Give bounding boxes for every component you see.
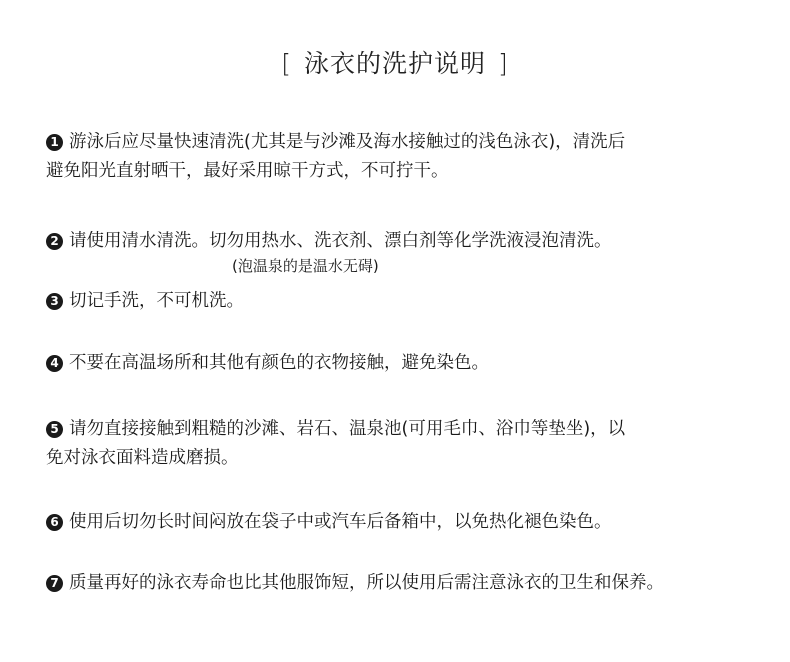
item-text: 质量再好的泳衣寿命也比其他服饰短，所以使用后需注意泳衣的卫生和保养。 [69, 573, 664, 593]
title-open-bracket: [ [281, 49, 292, 78]
care-item-5 [46, 415, 625, 473]
care-item-6 [46, 508, 612, 537]
title-close-bracket: ] [498, 49, 509, 78]
number-badge: 3 [46, 293, 63, 310]
item-text-continued: 避免阳光直射晒干，最好采用晾干方式，不可拧干。 [46, 161, 449, 181]
item-text: 请使用清水清洗。切勿用热水、洗衣剂、漂白剂等化学洗液浸泡清洗。 [69, 231, 612, 251]
number-badge: 5 [46, 421, 63, 438]
item-text: 使用后切勿长时间闷放在袋子中或汽车后备箱中，以免热化褪色染色。 [69, 512, 612, 532]
care-item-2 [46, 227, 612, 276]
number-badge: 1 [46, 134, 63, 151]
care-item-3 [46, 287, 244, 316]
care-item-4 [46, 349, 489, 378]
page-title [0, 44, 790, 80]
item-note: (泡温泉的是温水无碍) [232, 257, 379, 275]
item-text: 请勿直接接触到粗糙的沙滩、岩石、温泉池(可用毛巾、浴巾等垫坐)，以 [69, 419, 626, 439]
care-item-1 [46, 128, 625, 186]
title-text: 泳衣的洗护说明 [303, 49, 486, 78]
number-badge: 7 [46, 575, 63, 592]
number-badge: 4 [46, 355, 63, 372]
item-text-continued: 免对泳衣面料造成磨损。 [46, 448, 239, 468]
care-item-7 [46, 569, 664, 598]
number-badge: 6 [46, 514, 63, 531]
item-text: 切记手洗，不可机洗。 [69, 291, 244, 311]
item-text: 不要在高温场所和其他有颜色的衣物接触，避免染色。 [69, 353, 489, 373]
number-badge: 2 [46, 233, 63, 250]
item-text: 游泳后应尽量快速清洗(尤其是与沙滩及海水接触过的浅色泳衣)，清洗后 [69, 132, 626, 152]
